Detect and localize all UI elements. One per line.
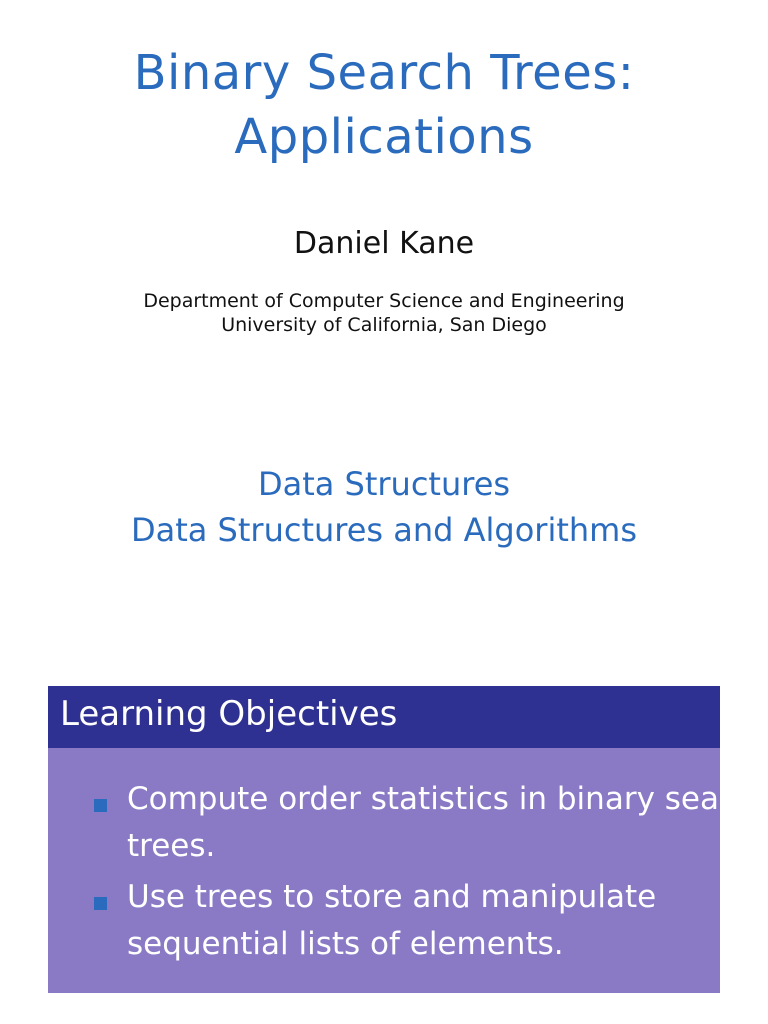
author-name: Daniel Kane (293, 226, 475, 261)
learning-objectives-body (48, 748, 768, 993)
slide-title-line-2: Applications (234, 109, 534, 165)
affiliation-university: University of California, San Diego (221, 314, 547, 336)
learning-objectives-block (48, 686, 768, 993)
learning-objectives-header (48, 686, 720, 748)
affiliation-department: Department of Computer Science and Engineering (143, 290, 625, 312)
objective-text-line: trees. (127, 828, 216, 864)
slide-title-line-1: Binary Search Trees: (133, 45, 635, 101)
learning-objectives-heading: Learning Objectives (60, 694, 398, 734)
square-bullet-icon (94, 897, 107, 910)
square-bullet-icon (94, 799, 107, 812)
objective-text-line: Compute order statistics in binary search (127, 781, 768, 817)
objective-text-line: Use trees to store and manipulate (127, 879, 657, 915)
specialization-name: Data Structures and Algorithms (130, 511, 638, 549)
course-name: Data Structures (257, 465, 511, 503)
objective-text-line: sequential lists of elements. (127, 926, 564, 962)
